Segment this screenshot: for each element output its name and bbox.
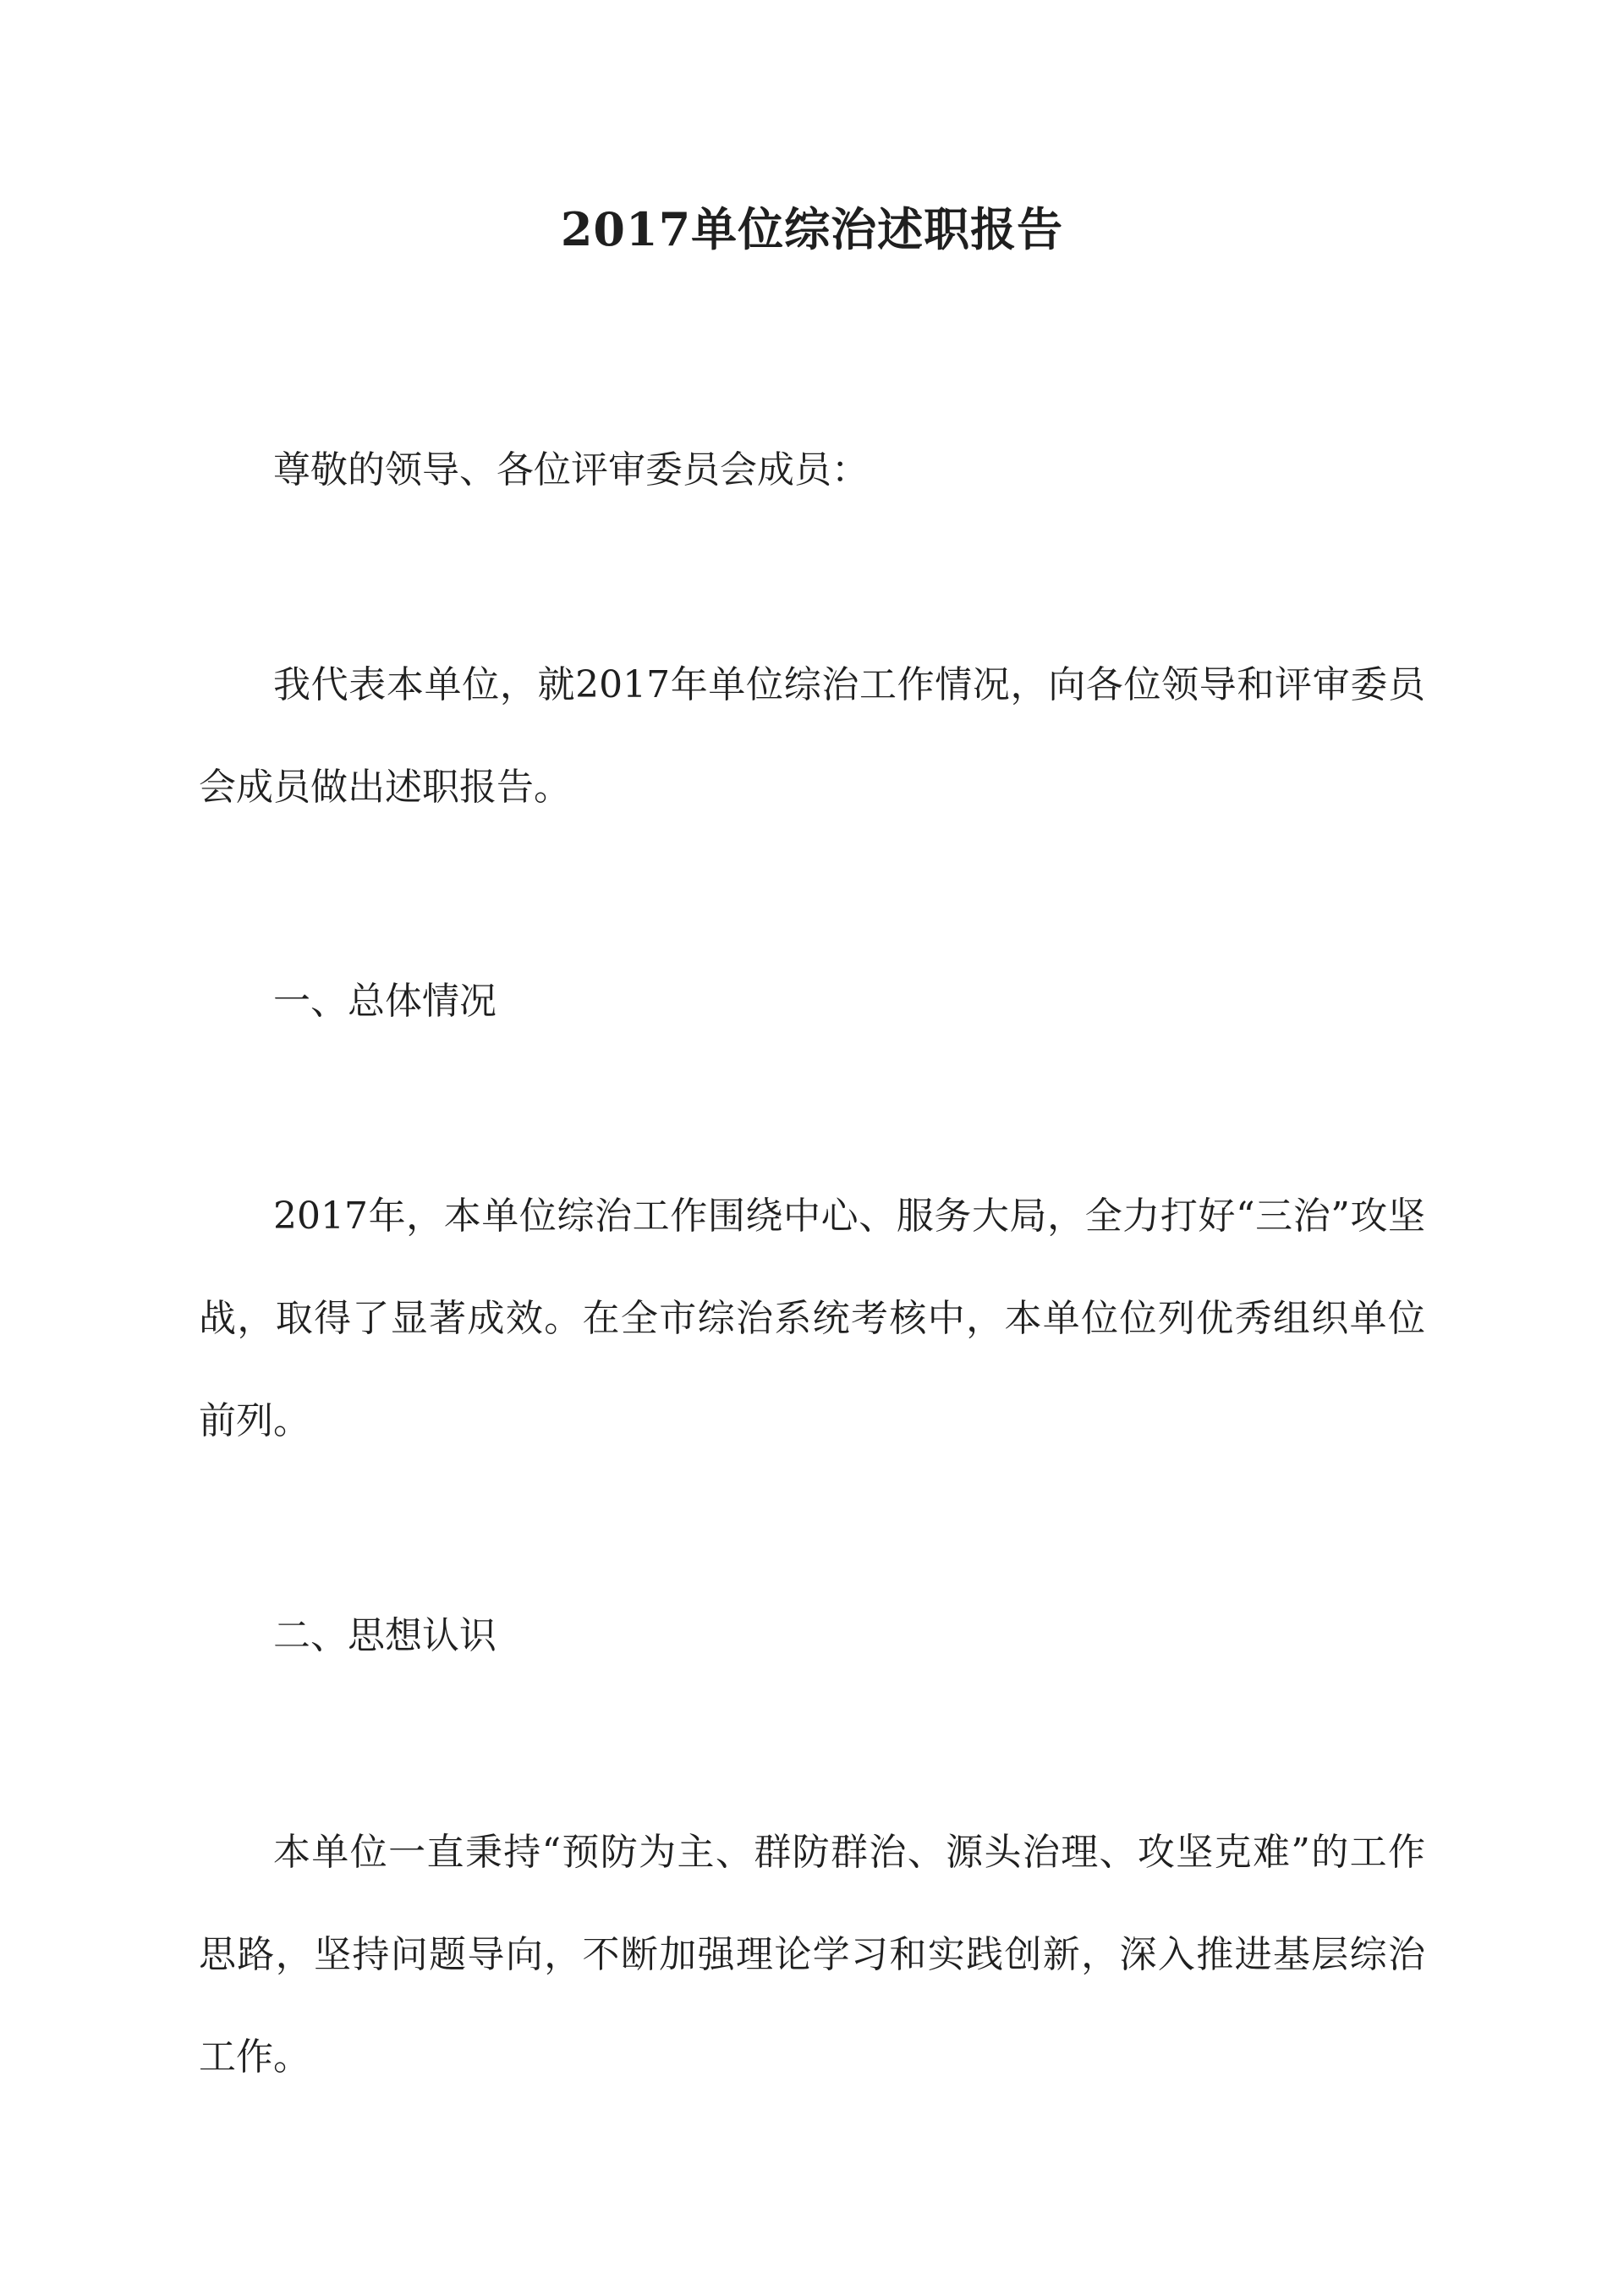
section-paragraph: 2017年，本单位综治工作围绕中心、服务大局，全力打好“三治”攻坚战，取得了显著成效。在全市综治系统考核中，本单位位列优秀组织单位前列。 xyxy=(199,1195,1425,1442)
salutation: 尊敬的领导、各位评审委员会成员： xyxy=(273,448,869,492)
section-heading: 一、总体情况 xyxy=(273,980,497,1023)
document-title: 2017单位综治述职报告 xyxy=(560,202,1064,256)
section-heading: 二、思想认识 xyxy=(273,1614,497,1657)
section-paragraph: 本单位一直秉持“预防为主、群防群治、源头治理、攻坚克难”的工作思路，坚持问题导向，不断加强理论学习和实践创新，深入推进基层综治工作。 xyxy=(199,1831,1425,2079)
intro-paragraph: 我代表本单位，就2017年单位综治工作情况，向各位领导和评审委员会成员做出述职报告。 xyxy=(199,663,1425,809)
